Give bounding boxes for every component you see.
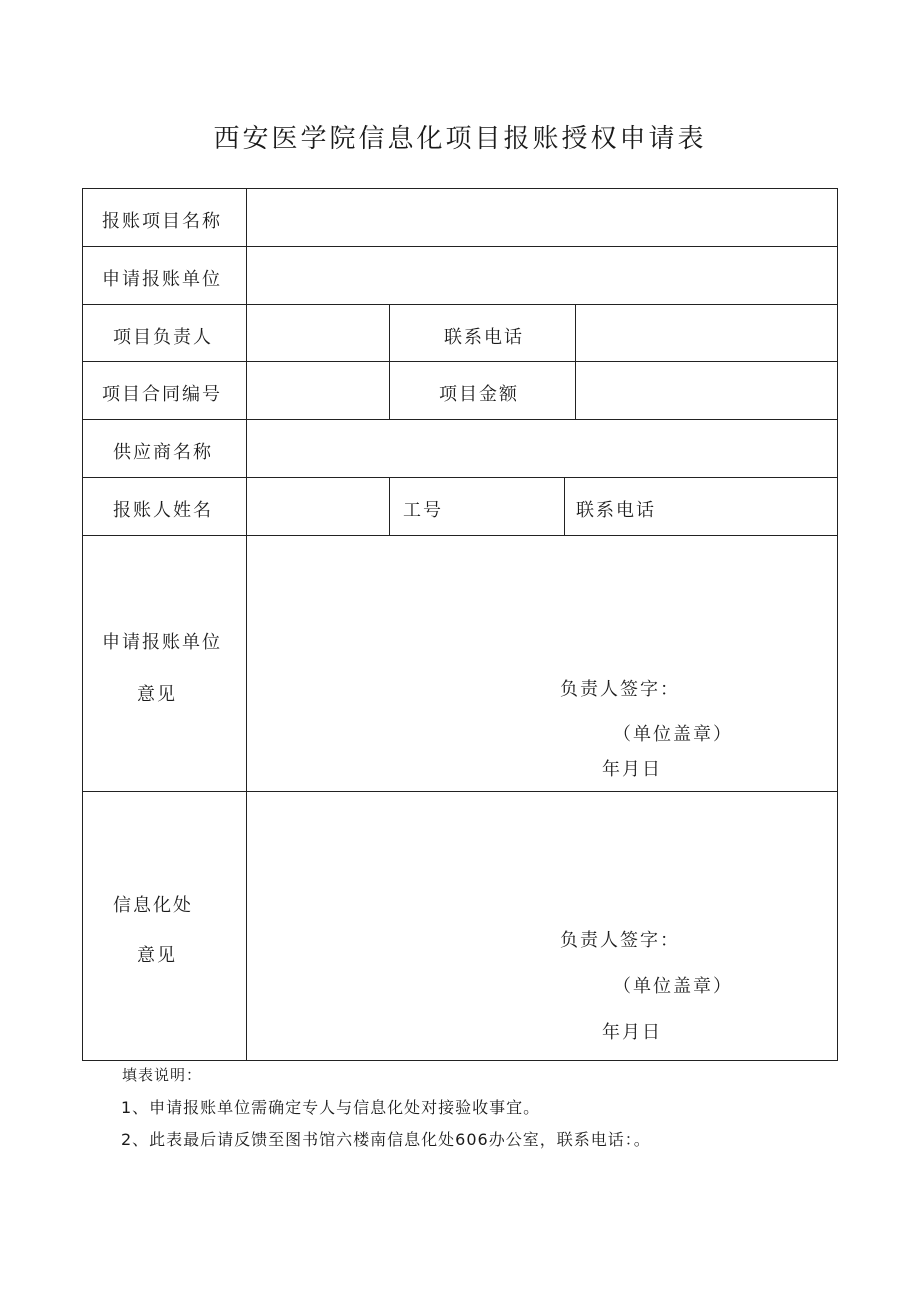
staff-id-field[interactable] — [472, 478, 563, 534]
reimburser-name-label: 报账人姓名 — [113, 500, 213, 521]
note-item-2: 2、此表最后请反馈至图书馆六楼南信息化处606办公室，联系电话：。 — [121, 1130, 651, 1149]
form-title: 西安医学院信息化项目报账授权申请表 — [213, 124, 707, 154]
it-leader-signature: 负责人签字： — [560, 930, 680, 951]
contract-number-field[interactable] — [247, 362, 388, 418]
it-office-opinion-label: 信息化处 — [113, 895, 193, 916]
supplier-name-field[interactable] — [247, 420, 837, 476]
reimburser-name-field[interactable] — [247, 478, 388, 534]
reimburser-phone-field[interactable] — [683, 478, 837, 534]
project-amount-label: 项目金额 — [439, 384, 519, 405]
row-divider — [83, 791, 838, 792]
project-leader-label: 项目负责人 — [113, 327, 213, 348]
project-name-field[interactable] — [247, 190, 837, 245]
column-divider — [389, 477, 390, 535]
unit-stamp-note: （单位盖章） — [613, 724, 733, 745]
contact-phone-label: 联系电话 — [444, 327, 524, 348]
it-date: 年月日 — [602, 1022, 662, 1043]
project-amount-field[interactable] — [576, 362, 837, 418]
applicant-unit-field[interactable] — [247, 247, 837, 303]
unit-opinion-label-2: 意见 — [137, 684, 177, 705]
unit-leader-signature: 负责人签字： — [560, 679, 680, 700]
column-divider — [564, 477, 565, 535]
unit-date: 年月日 — [602, 759, 662, 780]
staff-id-label: 工号 — [403, 500, 443, 521]
contract-number-label: 项目合同编号 — [102, 384, 222, 405]
applicant-unit-label: 申请报账单位 — [102, 269, 222, 290]
unit-opinion-label: 申请报账单位 — [102, 632, 222, 653]
note-item-1: 1、申请报账单位需确定专人与信息化处对接验收事宜。 — [121, 1098, 541, 1117]
it-office-opinion-label-2: 意见 — [137, 945, 177, 966]
supplier-name-label: 供应商名称 — [113, 442, 213, 463]
column-divider — [389, 304, 390, 419]
project-name-label: 报账项目名称 — [102, 211, 222, 232]
application-form-table — [82, 188, 838, 1061]
notes-heading: 填表说明： — [122, 1066, 203, 1084]
it-stamp-note: （单位盖章） — [613, 976, 733, 997]
project-leader-field[interactable] — [247, 305, 388, 361]
contact-phone-field[interactable] — [576, 305, 837, 361]
reimburser-phone-label: 联系电话 — [576, 500, 656, 521]
row-divider — [83, 535, 838, 536]
